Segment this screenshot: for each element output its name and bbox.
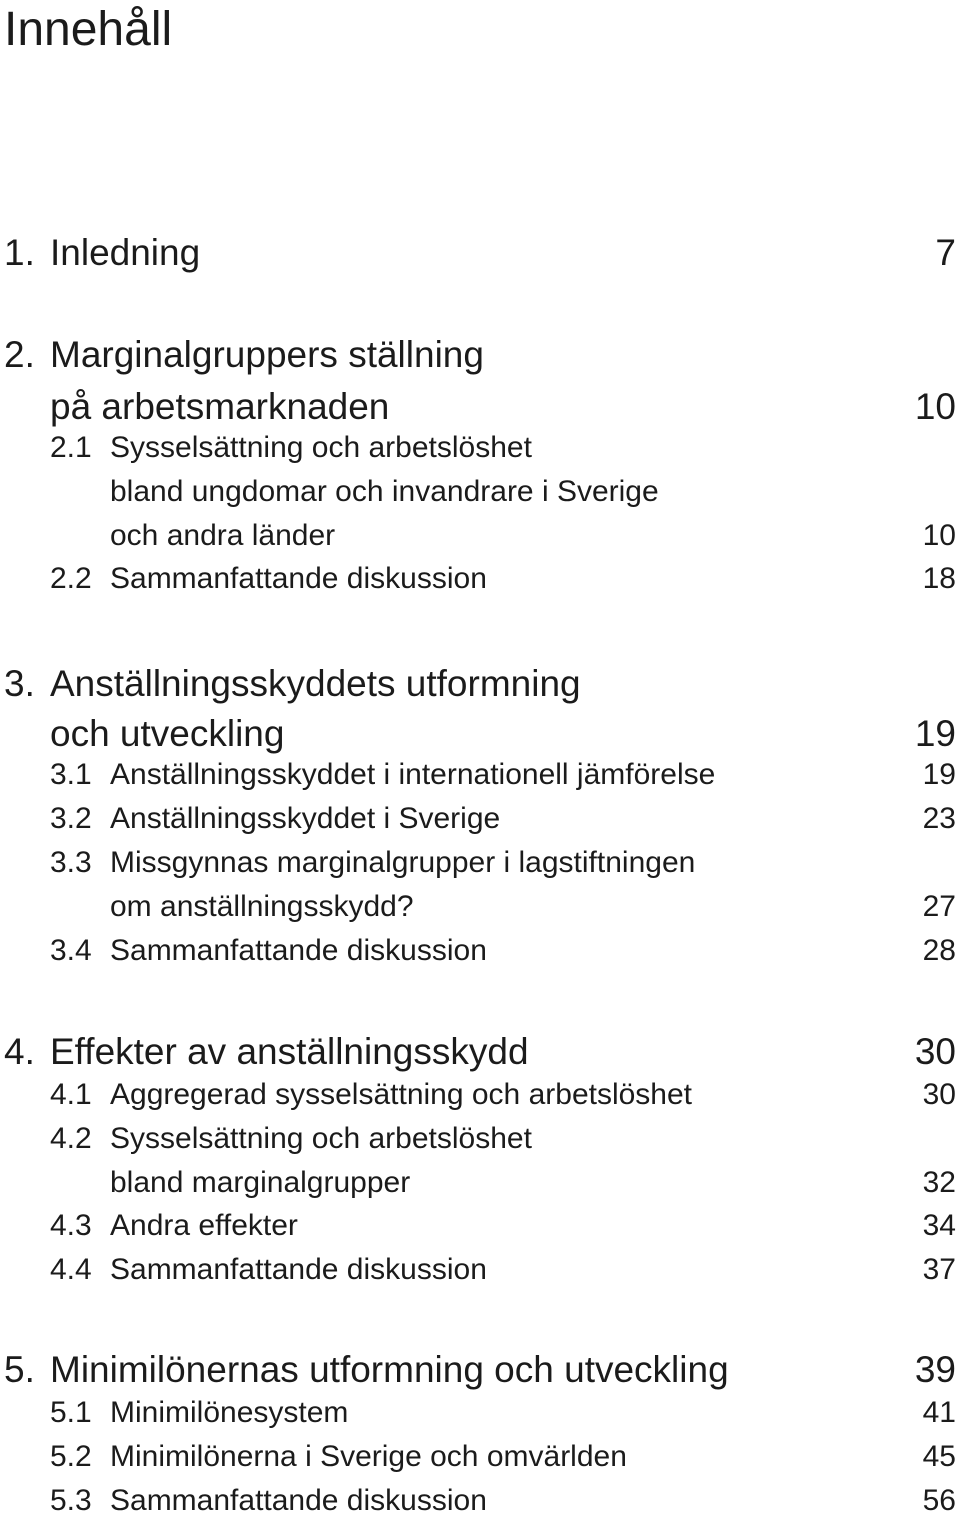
section-title: Minimilönerna i Sverige och omvärlden (110, 1440, 627, 1473)
section-number: 4.3 (50, 1209, 92, 1242)
chapter-number: 5. (4, 1349, 35, 1390)
chapter-title: Effekter av anställningsskydd (50, 1031, 529, 1072)
section-title: Sammanfattande diskussion (110, 562, 487, 595)
section-page-number: 10 (922, 519, 956, 552)
section-page-number: 28 (922, 934, 956, 967)
chapter-page-number: 7 (935, 232, 956, 273)
chapter-page-number: 10 (914, 386, 956, 427)
section-title: Missgynnas marginalgrupper i lagstiftningen (110, 846, 696, 879)
chapter-number: 4. (4, 1031, 35, 1072)
chapter-title: Minimilönernas utformning och utveckling (50, 1349, 729, 1390)
chapter-number: 3. (4, 663, 35, 704)
section-title: Sysselsättning och arbetslöshet (110, 1122, 532, 1155)
section-page-number: 30 (922, 1078, 956, 1111)
section-page-number: 45 (922, 1440, 956, 1473)
section-title: bland ungdomar och invandrare i Sverige (110, 475, 659, 508)
section-number: 5.1 (50, 1396, 92, 1429)
section-page-number: 19 (922, 758, 956, 791)
chapter-page-number: 39 (914, 1349, 956, 1390)
section-page-number: 27 (922, 890, 956, 923)
section-title: Anställningsskyddet i Sverige (110, 802, 501, 835)
section-number: 3.3 (50, 846, 92, 879)
section-title: Andra effekter (110, 1209, 298, 1242)
section-number: 3.1 (50, 758, 92, 791)
section-page-number: 34 (922, 1209, 956, 1242)
section-title: Aggregerad sysselsättning och arbetslöshet (110, 1078, 693, 1111)
chapter-number: 2. (4, 334, 35, 375)
section-page-number: 32 (922, 1166, 956, 1199)
section-number: 5.2 (50, 1440, 92, 1473)
section-number: 5.3 (50, 1484, 92, 1517)
chapter-title: Inledning (50, 232, 201, 273)
chapter-page-number: 19 (914, 713, 956, 754)
page-title: Innehåll (4, 3, 173, 56)
section-title: om anställningsskydd? (110, 890, 414, 923)
section-number: 2.1 (50, 431, 92, 464)
section-page-number: 37 (922, 1253, 956, 1286)
section-title: Sammanfattande diskussion (110, 1253, 487, 1286)
section-page-number: 18 (922, 562, 956, 595)
section-number: 4.1 (50, 1078, 92, 1111)
chapter-title: och utveckling (50, 713, 285, 754)
section-number: 3.4 (50, 934, 92, 967)
chapter-title: Anställningsskyddets utformning (50, 663, 581, 704)
section-number: 2.2 (50, 562, 92, 595)
section-number: 3.2 (50, 802, 92, 835)
chapter-page-number: 30 (914, 1031, 956, 1072)
chapter-title: på arbetsmarknaden (50, 386, 390, 427)
section-number: 4.4 (50, 1253, 92, 1286)
chapter-number: 1. (4, 232, 35, 273)
section-title: och andra länder (110, 519, 336, 552)
section-number: 4.2 (50, 1122, 92, 1155)
section-page-number: 23 (922, 802, 956, 835)
section-title: Anställningsskyddet i internationell jämförelse (110, 758, 716, 791)
section-page-number: 56 (922, 1484, 956, 1517)
chapter-title: Marginalgruppers ställning (50, 334, 484, 375)
section-page-number: 41 (922, 1396, 956, 1429)
section-title: bland marginalgrupper (110, 1166, 411, 1199)
section-title: Sammanfattande diskussion (110, 1484, 487, 1517)
section-title: Sammanfattande diskussion (110, 934, 487, 967)
section-title: Sysselsättning och arbetslöshet (110, 431, 532, 464)
section-title: Minimilönesystem (110, 1396, 349, 1429)
